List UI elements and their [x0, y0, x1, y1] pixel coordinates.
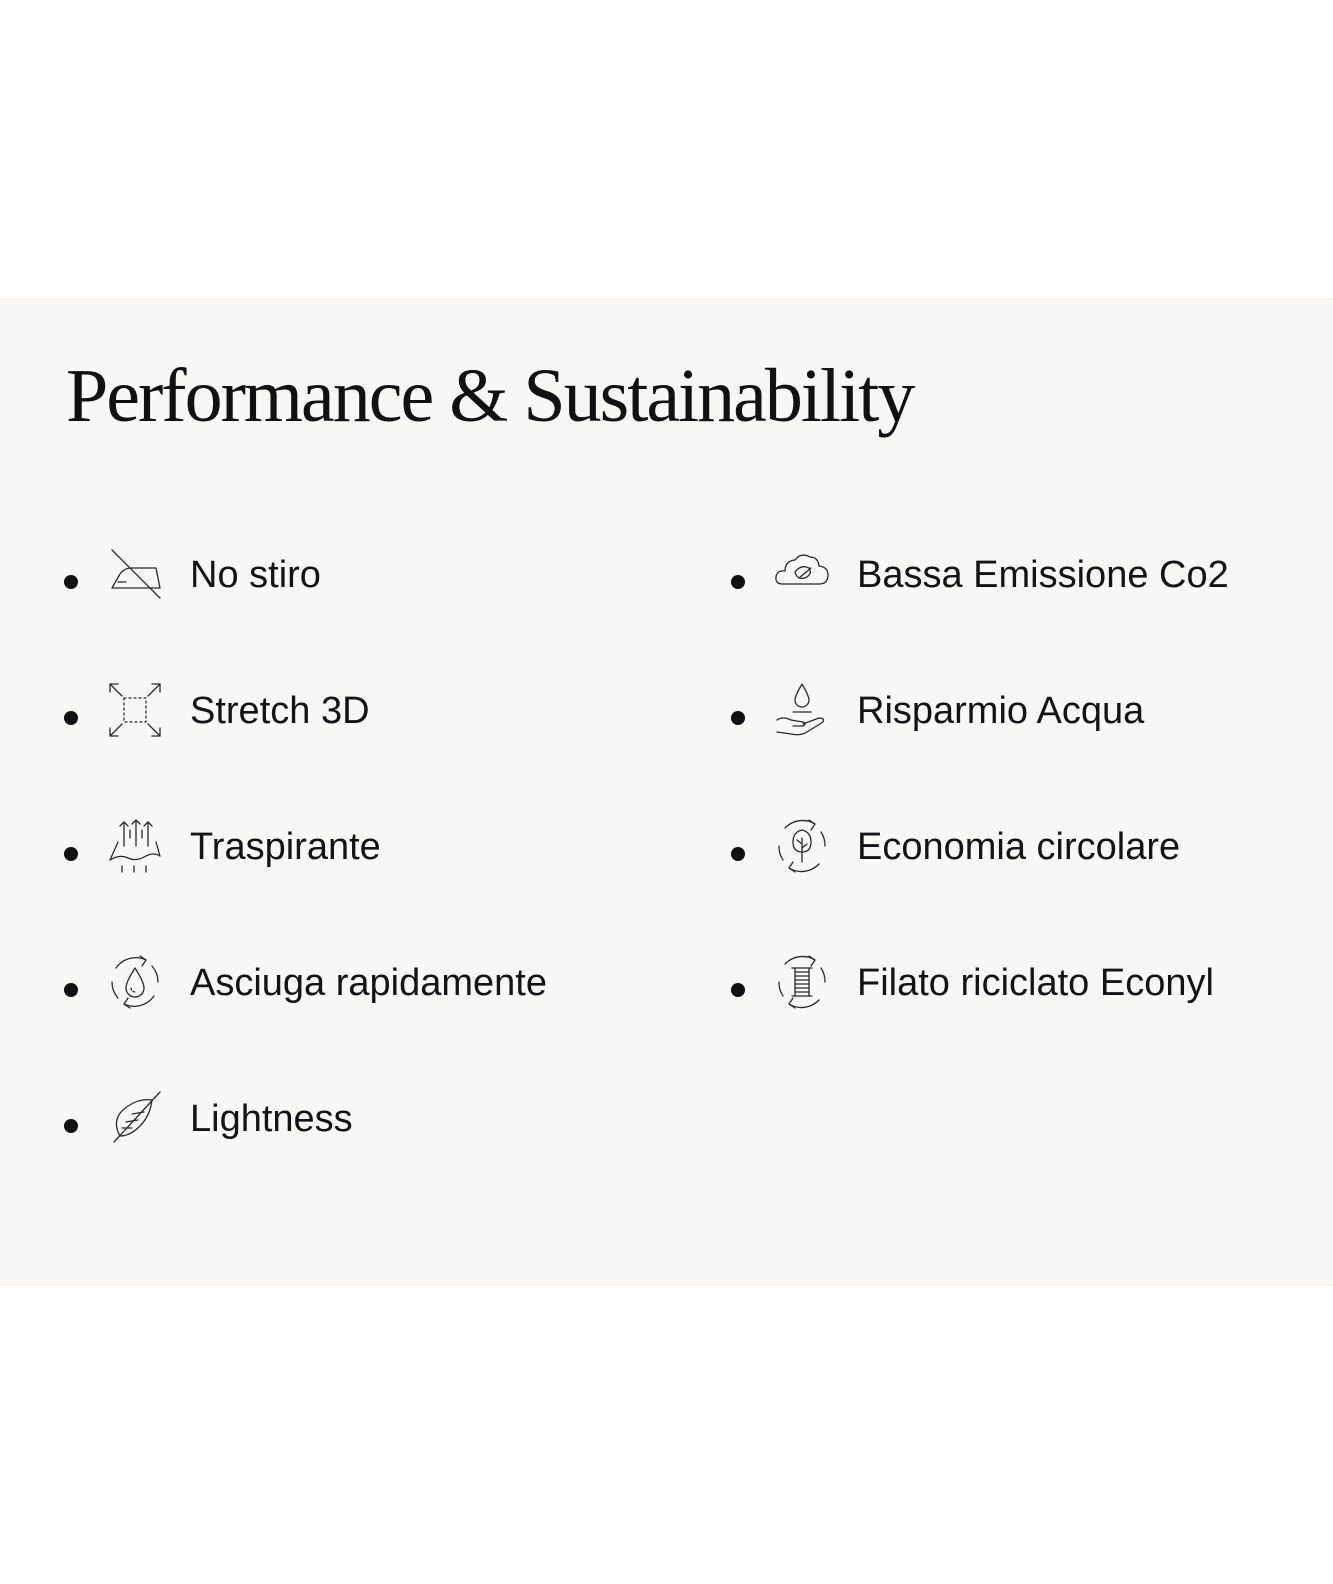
list-item [64, 1088, 547, 1224]
list-item [731, 952, 1229, 1088]
recycled-yarn-icon [773, 952, 831, 1012]
features-panel [0, 298, 1333, 1286]
cloud-icon [773, 544, 831, 604]
item-label: No stiro [190, 554, 321, 596]
list-item [64, 952, 547, 1088]
quick-dry-icon [106, 952, 164, 1012]
bullet [731, 847, 745, 861]
item-label: Economia circolare [857, 826, 1181, 868]
item-label: Lightness [190, 1098, 353, 1140]
item-label: Stretch 3D [190, 690, 370, 732]
circular-tree-icon [773, 816, 831, 876]
item-label: Bassa Emissione Co2 [857, 554, 1229, 596]
bullet [64, 575, 78, 589]
bullet [64, 983, 78, 997]
bullet [64, 1119, 78, 1133]
sustainability-list [731, 544, 1229, 1088]
no-iron-icon [106, 544, 164, 604]
list-item [731, 680, 1229, 816]
bullet [731, 983, 745, 997]
list-item [731, 544, 1229, 680]
performance-list [64, 544, 547, 1224]
item-label: Filato riciclato Econyl [857, 962, 1214, 1004]
bullet [64, 711, 78, 725]
item-label: Risparmio Acqua [857, 690, 1145, 732]
water-hand-icon [773, 680, 831, 740]
list-item [64, 680, 547, 816]
breathable-icon [106, 816, 164, 876]
bullet [731, 711, 745, 725]
list-item [731, 816, 1229, 952]
list-item [64, 544, 547, 680]
item-label: Asciuga rapidamente [190, 962, 547, 1004]
bullet [64, 847, 78, 861]
bullet [731, 575, 745, 589]
item-label: Traspirante [190, 826, 381, 868]
feather-icon [106, 1088, 164, 1148]
section-title: Performance & Sustainability [66, 354, 914, 438]
list-item [64, 816, 547, 952]
stretch-icon [106, 680, 164, 740]
